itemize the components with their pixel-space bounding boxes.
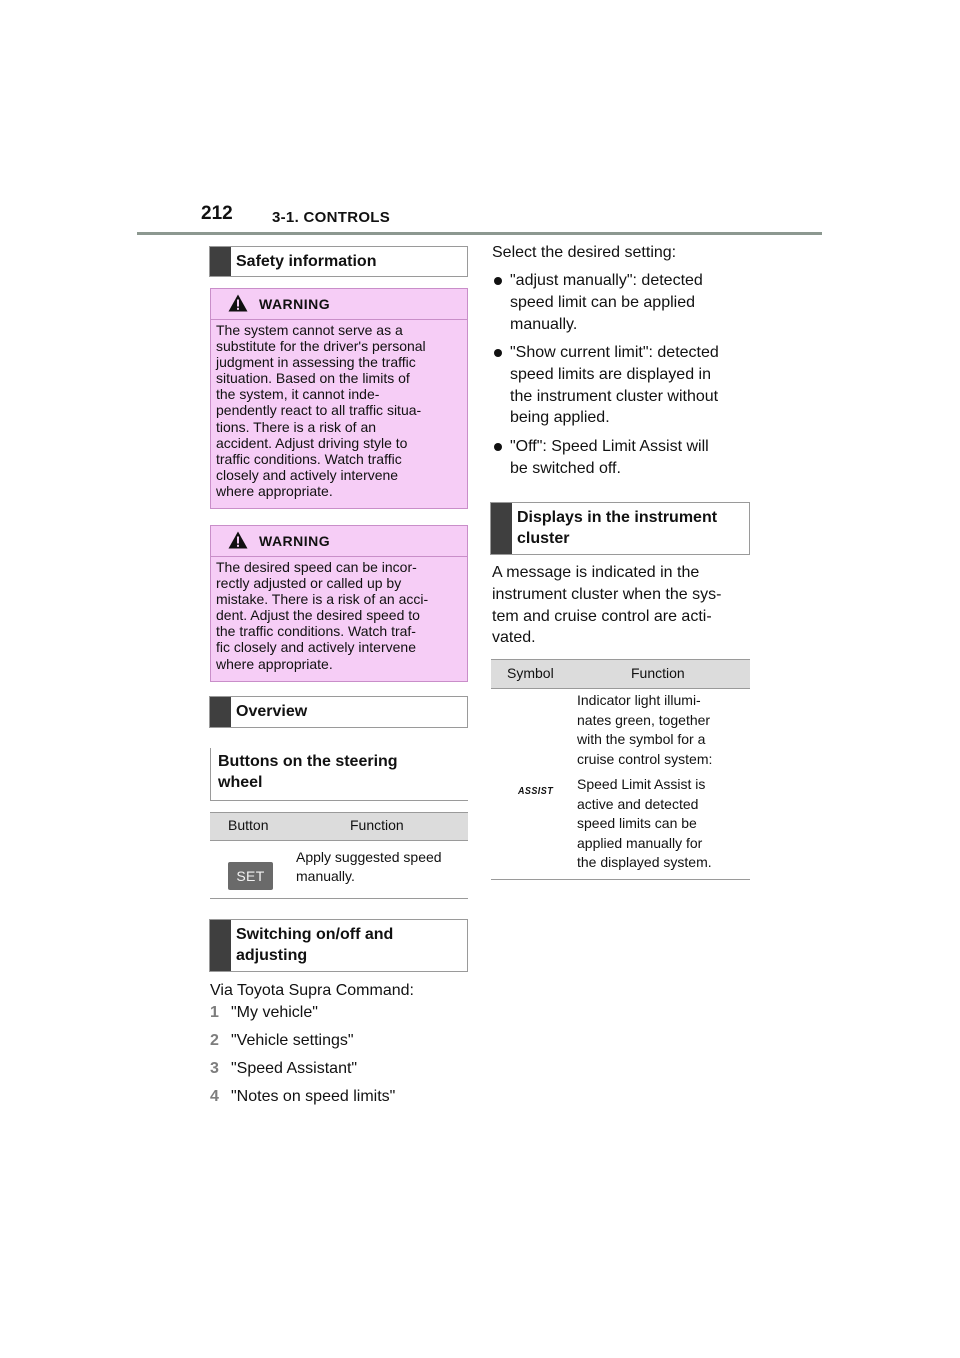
warning-line: pendently react to all traffic situa-	[216, 402, 422, 419]
set-button-icon: SET	[228, 862, 273, 890]
heading-bar	[210, 920, 231, 971]
heading-bar	[491, 503, 512, 554]
warning-line: substitute for the driver's personal	[216, 338, 426, 355]
function-line: Indicator light illumi-	[577, 692, 701, 708]
bullet-line: "Show current limit": detected	[510, 344, 719, 361]
step-item	[210, 1004, 318, 1022]
step-number: 3	[210, 1060, 219, 1077]
column-header-button: Button	[228, 817, 269, 833]
warning-line: mistake. There is a risk of an acci-	[216, 591, 429, 608]
function-line: Speed Limit Assist is	[577, 776, 706, 792]
bullet-dot	[494, 443, 502, 451]
warning-line: fic closely and actively intervene	[216, 639, 416, 656]
bullet-text	[510, 436, 754, 480]
heading-line: adjusting	[236, 947, 308, 964]
heading-bar	[210, 697, 231, 727]
message-line: instrument cluster when the sys-	[492, 585, 722, 603]
function-line: cruise control system:	[577, 750, 713, 767]
warning-line: where appropriate.	[216, 482, 333, 499]
buttons-on-steering-wheel-heading	[210, 748, 468, 801]
displays-in-instrument-cluster-heading	[490, 502, 750, 555]
step-text: "Vehicle settings"	[231, 1032, 354, 1049]
function-line: active and detected	[577, 795, 699, 812]
warning-line: closely and actively intervene	[216, 466, 399, 483]
warning-triangle-icon	[228, 294, 248, 312]
warning-text	[211, 557, 467, 672]
warning-box-2	[210, 525, 468, 682]
bullet-line: "Off": Speed Limit Assist will	[510, 438, 709, 455]
step-text: "Notes on speed limits"	[231, 1088, 396, 1105]
heading-line: cluster	[517, 530, 570, 547]
safety-information-heading	[209, 246, 468, 277]
warning-triangle-icon	[228, 531, 248, 549]
warning-line: tions. There is a risk of an	[216, 418, 377, 435]
message-paragraph	[492, 562, 721, 649]
bullet-item	[492, 436, 754, 480]
function-line: applied manually for	[577, 834, 703, 851]
function-line: manually.	[296, 868, 355, 884]
select-setting-text: Select the desired setting:	[492, 244, 677, 261]
heading-text	[218, 751, 398, 793]
button-table-header	[210, 812, 468, 841]
bullet-line: being applied.	[510, 409, 610, 427]
symbol-table-row	[491, 689, 750, 880]
column-header-function: Function	[350, 817, 404, 833]
bullet-line: the instrument cluster without	[510, 387, 719, 405]
heading-text	[517, 507, 743, 549]
heading-line: Displays in the instrument	[517, 509, 718, 526]
heading-bar	[210, 247, 231, 276]
step-text: "My vehicle"	[231, 1004, 318, 1021]
heading-line: Buttons on the steering	[218, 753, 398, 770]
bullet-dot	[494, 277, 502, 285]
bullet-line: be switched off.	[510, 459, 621, 477]
assist-symbol-icon: ASSIST	[517, 786, 554, 797]
message-line: tem and cruise control are acti-	[492, 607, 712, 625]
warning-line: The system cannot serve as a	[216, 322, 403, 338]
function-line: nates green, together	[577, 711, 711, 728]
warning-line: dent. Adjust the desired speed to	[216, 607, 420, 624]
section-title: 3-1. CONTROLS	[272, 209, 391, 226]
column-header-symbol: Symbol	[507, 665, 554, 681]
function-cell	[296, 848, 442, 886]
warning-line: judgment in assessing the traffic	[216, 354, 416, 371]
symbol-table-header	[491, 659, 750, 689]
warning-box-1	[210, 288, 468, 509]
step-number: 4	[210, 1088, 219, 1105]
warning-label: WARNING	[259, 296, 331, 312]
warning-line: rectly adjusted or called up by	[216, 575, 402, 592]
message-line: A message is indicated in the	[492, 564, 700, 581]
function-line: the displayed system.	[577, 854, 712, 870]
warning-line: where appropriate.	[216, 655, 333, 672]
bullet-item	[492, 270, 754, 335]
step-item	[210, 1060, 357, 1078]
warning-line: situation. Based on the limits of	[216, 370, 410, 387]
warning-line: accident. Adjust driving style to	[216, 434, 408, 451]
column-header-function: Function	[631, 665, 685, 681]
bullet-line: speed limits are displayed in	[510, 365, 711, 383]
heading-text	[236, 924, 461, 966]
heading-line: wheel	[218, 774, 263, 791]
header-rule	[137, 232, 822, 235]
via-command-text: Via Toyota Supra Command:	[210, 982, 414, 999]
step-item	[210, 1032, 354, 1050]
page-number: 212	[201, 203, 233, 224]
step-number: 1	[210, 1004, 219, 1021]
step-number: 2	[210, 1032, 219, 1049]
bullet-line: "adjust manually": detected	[510, 272, 703, 289]
warning-line: the system, it cannot inde-	[216, 386, 380, 403]
bullet-line: manually.	[510, 315, 578, 333]
bullet-line: speed limit can be applied	[510, 293, 696, 311]
heading-line: Switching on/off and	[236, 926, 394, 943]
warning-line: The desired speed can be incor-	[216, 559, 417, 575]
function-line: Apply suggested speed	[296, 849, 442, 865]
warning-text	[211, 320, 467, 499]
function-line: speed limits can be	[577, 815, 697, 831]
message-line: vated.	[492, 629, 536, 647]
heading-text: Safety information	[236, 253, 377, 270]
warning-label: WARNING	[259, 533, 331, 549]
bullet-text	[510, 342, 754, 429]
step-item	[210, 1088, 395, 1106]
switching-on-off-heading	[209, 919, 468, 972]
bullet-text	[510, 270, 754, 335]
warning-title-row	[211, 526, 467, 557]
function-cell	[577, 691, 712, 873]
warning-line: traffic conditions. Watch traffic	[216, 450, 402, 467]
bullet-item	[492, 342, 754, 429]
step-text: "Speed Assistant"	[231, 1060, 358, 1077]
warning-title-row	[211, 289, 467, 320]
bullet-dot	[494, 349, 502, 357]
function-line: with the symbol for a	[577, 731, 706, 747]
overview-heading	[209, 696, 468, 728]
heading-text: Overview	[236, 703, 308, 720]
warning-line: the traffic conditions. Watch traf-	[216, 623, 416, 640]
